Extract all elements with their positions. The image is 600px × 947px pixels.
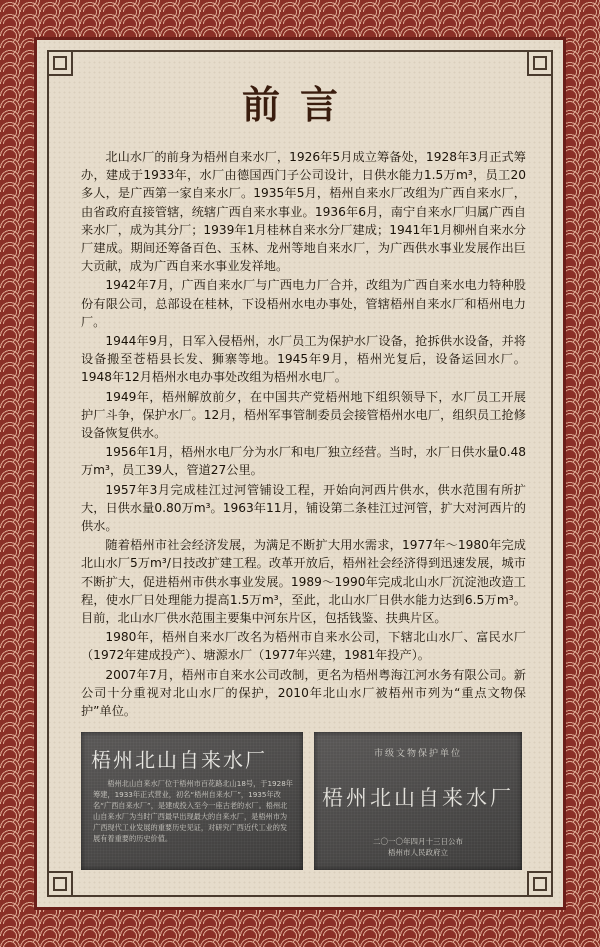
page-title: 前言	[241, 82, 358, 127]
plaque-title: 梧州北山自来水厂	[322, 786, 514, 810]
paragraph: 1956年1月，梧州水电厂分为水厂和电厂独立经营。当时，水厂日供水量0.48万m³，员工39人，管道27公里。	[81, 445, 526, 478]
paragraph: 北山水厂的前身为梧州自来水厂，1926年5月成立筹备处，1928年3月正式筹办，建成于1933年，水厂由德国西门子公司设计，日供水能力1.5万m³，员工20多人，是广西第一家自来水厂。1935年5月，梧州自来水厂改组为广西自来水厂，由省政府直接管辖，统辖广西自来水事业。1936年6月，南宁自来水厂归属广西自来水厂，成为其分厂；1939年1月桂林自来水分厂建成；1941年1月柳州自来水分厂建成。期间还筹备百色、玉林、龙州等地自来水厂，为广西供水事业发展作出巨大贡献，成为广西自来水事业发祥地。	[81, 150, 526, 274]
plaque-date: 二〇一〇年四月十三日公布	[373, 837, 463, 846]
plaque-photo-right	[314, 732, 522, 870]
frame-corner	[47, 871, 73, 897]
body-text	[81, 148, 526, 721]
paragraph: 1942年7月，广西自来水厂与广西电力厂合并，改组为广西自来水电力特种股份有限公司，总部设在桂林，下设梧州水电办事处，管辖梧州自来水厂和梧州电力厂。	[81, 278, 526, 329]
plaque-footer	[314, 836, 522, 858]
plaque-photo-left	[81, 732, 303, 870]
paragraph: 1944年9月，日军入侵梧州，水厂员工为保护水厂设备，抢拆供水设备，并将设备搬至苍梧县长发、狮寨等地。1945年9月，梧州光复后，设备运回水厂。1948年12月梧州水电办事处改组为梧州水电厂。	[81, 334, 526, 385]
plaque-title: 梧州北山自来水厂	[91, 748, 267, 772]
paragraph: 随着梧州市社会经济发展，为满足不断扩大用水需求，1977年～1980年完成北山水厂5万m³/日技改扩建工程。改革开放后，梧州社会经济得到迅速发展，城市不断扩大，促进梧州市供水事业发展。1989～1990年完成北山水厂沉淀池改造工程，使水厂日处理能力提高1.5万m³，至此，北山水厂日供水能力达到6.5万m³。目前，北山水厂供水范围主要集中河东片区，包括钱鉴、扶典片区。	[81, 538, 526, 626]
paragraph: 1957年3月完成桂江过河管铺设工程，开始向河西片供水，供水范围有所扩大，日供水量0.80万m³。1963年11月，铺设第二条桂江过河管，扩大对河西片的供水。	[81, 482, 526, 534]
paragraph: 1949年，梧州解放前夕，在中国共产党梧州地下组织领导下，水厂员工开展护厂斗争，保护水厂。12月，梧州军事管制委员会接管梧州水电厂，组织员工抢修设备恢复供水。	[81, 389, 526, 441]
paragraph: 1980年，梧州自来水厂改名为梧州市自来水公司，下辖北山水厂、富民水厂（1972年建成投产）、塘源水厂（1977年兴建，1981年投产）。	[81, 630, 526, 663]
plaque-issuer: 梧州市人民政府立	[388, 848, 448, 857]
content-panel	[37, 40, 563, 907]
plaque-inscription: 梧州北山自来水厂位于梧州市百花路北山18号，于1928年筹建，1933年正式营业，初名“梧州自来水厂”，1935年改名“广西自来水厂”，是建成投入至今一座古老的水厂。梧州北山自来水厂为当时广西最早出现最大的自来水厂，是梧州市为广西现代工业发展的重要历史见证，对研究广西近代工业的发展有着重要的历史价值。	[93, 779, 293, 843]
plaque-subtitle: 市级文物保护单位	[373, 749, 462, 759]
frame-corner	[527, 50, 553, 76]
frame-corner	[47, 50, 73, 76]
paragraph: 2007年7月，梧州市自来水公司改制，更名为梧州粤海江河水务有限公司。新公司十分重视对北山水厂的保护，2010年北山水厂被梧州市列为“重点文物保护”单位。	[81, 667, 526, 719]
frame-corner	[527, 871, 553, 897]
